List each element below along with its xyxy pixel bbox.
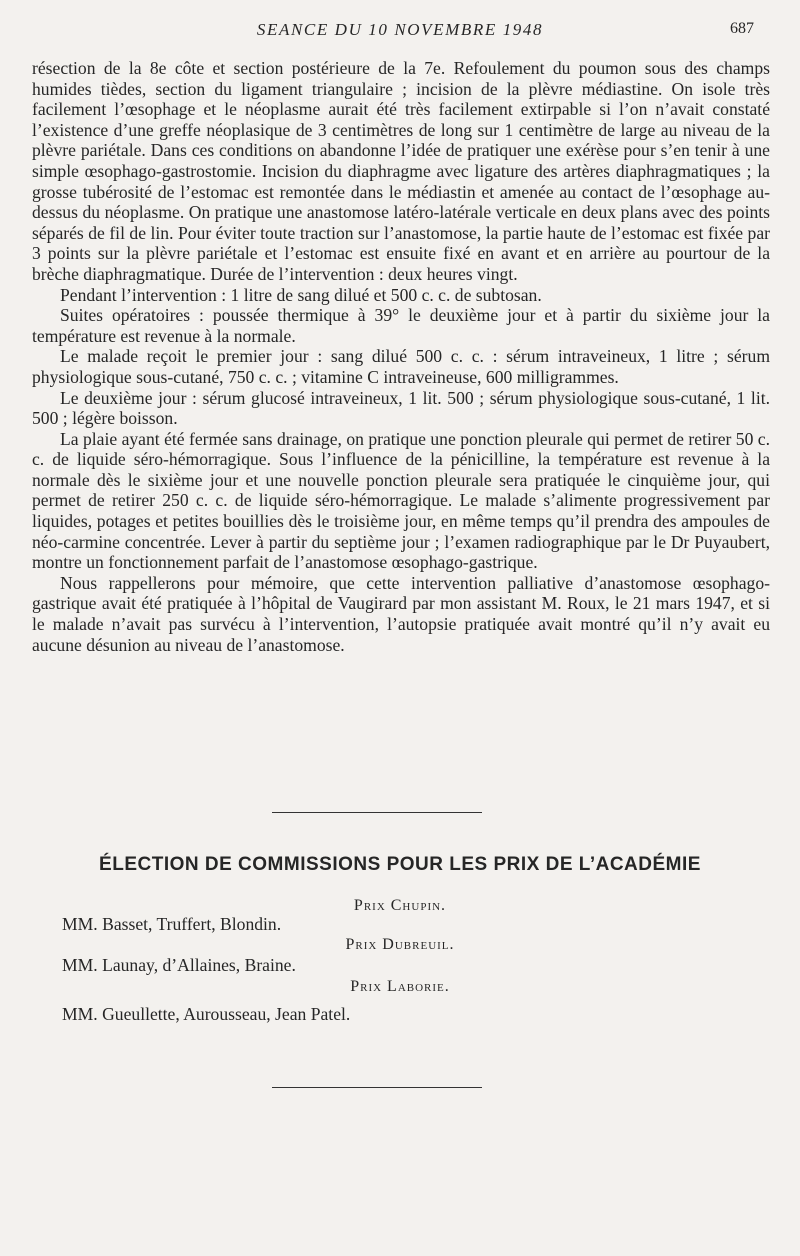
- prize-name: Prix Laborie.: [350, 978, 450, 995]
- paragraph-reminder: Nous rappellerons pour mémoire, que cette intervention palliative d’anastomose œsophago-gastrique avait été pratiquée à l’hôpital de Vaugirard par mon assistant M. Roux, le 21 mars 1947, et si le malade n’avait pas survécu à l’intervention, l’autopsie pratiquée avait montré qu’il n’y avait eu aucune désunion au niveau de l’anastomose.: [32, 572, 770, 655]
- body-text: [32, 58, 770, 655]
- prize-members: MM. Launay, d’Allaines, Braine.: [62, 955, 296, 975]
- paragraph-second-day: Le deuxième jour : sérum glucosé intraveineux, 1 lit. 500 ; sérum physiologique sous-cutané, 1 lit. 500 ; légère boisson.: [32, 387, 770, 429]
- prize-members: MM. Basset, Truffert, Blondin.: [62, 914, 282, 934]
- paragraph-wound: La plaie ayant été fermée sans drainage, on pratique une ponction pleurale qui permet de retirer 50 c. c. de liquide séro-hémorragique. Sous l’influence de la pénicilline, la température est revenue à la normale dès le sixième jour et une nouvelle ponction pleurale sera pratiquée le cinquième jour, qui permet de retirer 250 c. c. de liquide séro-hémorragique. Le malade s’alimente progressivement par liquides, potages et petites bouillies dès le troisième jour, en même temps qu’il prendra des ampoules de néo-carmine concentrée. Lever à partir du septième jour ; l’examen radiographique par le Dr Puyaubert, montre un fonctionnement parfait de l’anastomose œsophago-gastrique.: [32, 428, 770, 573]
- election-heading: ÉLECTION DE COMMISSIONS POUR LES PRIX DE L’ACADÉMIE: [99, 854, 701, 875]
- page-number: 687: [730, 20, 754, 37]
- paragraph-first-day: Le malade reçoit le premier jour : sang dilué 500 c. c. : sérum intraveineux, 1 litre ; sérum physiologique sous-cutané, 750 c. c. ; vitamine C intraveineuse, 600 milligrammes.: [32, 346, 770, 387]
- prize-members: MM. Gueullette, Aurousseau, Jean Patel.: [62, 1004, 351, 1024]
- running-header: [0, 20, 800, 44]
- paragraph-operation: résection de la 8e côte et section postérieure de la 7e. Refoulement du poumon sous des champs humides tièdes, section du ligament triangulaire ; incision de la plèvre médiastine. On isole très facilement l’œsophage et le néoplasme aurait été très facilement extirpable si l’on n’avait constaté l’existence d’une greffe néoplasique de 3 centimètres de long sur 1 centimètre de large au niveau de la plèvre pariétale. Dans ces conditions on abandonne l’idée de pratiquer une exérèse pour s’en tenir à une simple œsophago-gastrostomie. Incision du diaphragme avec ligature des artères diaphragmatiques ; la grosse tubérosité de l’estomac est remontée dans le médiastin et amenée au contact de l’œsophage au-dessus du néoplasme. On pratique une anastomose latéro-latérale verticale en deux plans avec des points séparés de fil de lin. Pour éviter toute traction sur l’anastomose, la partie haute de l’estomac est fixée par 3 points sur la plèvre pariétale et l’estomac est ensuite fixé en avant et en arrière au pourtour de la brèche diaphragmatique. Durée de l’intervention : deux heures vingt.: [32, 58, 770, 284]
- prize-name: Prix Dubreuil.: [345, 936, 455, 953]
- paragraph-suites: Suites opératoires : poussée thermique à 39° le deuxième jour et à partir du sixième jour la température est revenue à la normale.: [32, 305, 770, 346]
- prize-name: Prix Chupin.: [353, 897, 447, 914]
- paragraph-intervention: Pendant l’intervention : 1 litre de sang dilué et 500 c. c. de subtosan.: [60, 284, 542, 305]
- header-title: SEANCE DU 10 NOVEMBRE 1948: [256, 20, 544, 39]
- section-divider: [272, 1087, 482, 1088]
- section-divider: [272, 812, 482, 813]
